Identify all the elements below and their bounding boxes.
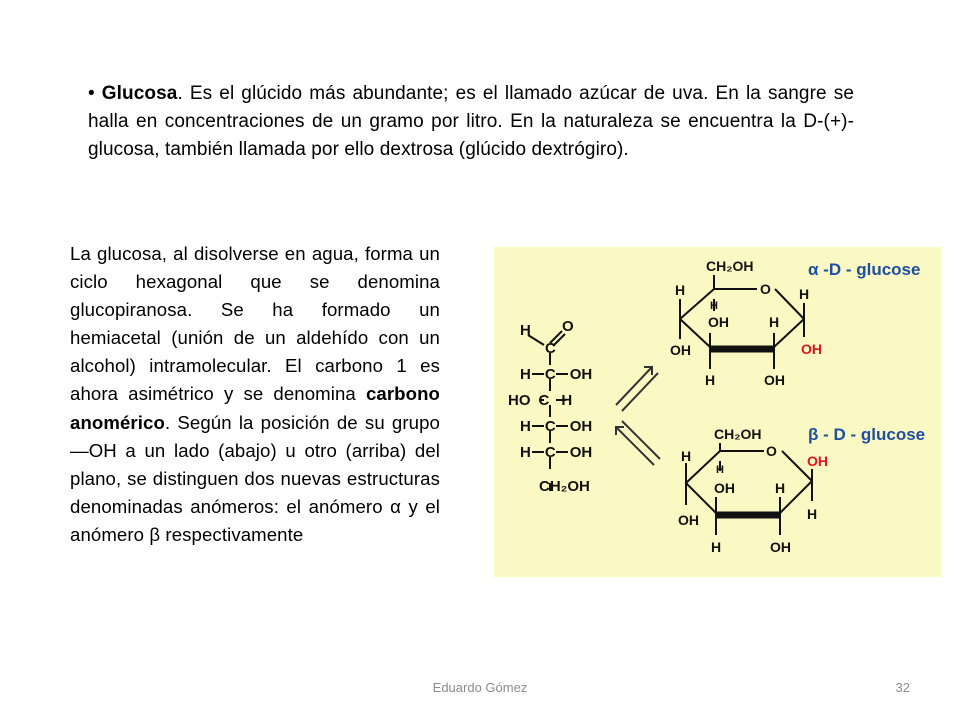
beta-c5-h: H <box>716 464 724 476</box>
body-paragraph <box>70 240 440 549</box>
beta-title: β - D - glucose <box>808 425 926 444</box>
alpha-ring <box>680 275 804 369</box>
beta-c4-oh: OH <box>678 512 699 528</box>
bullet: • <box>88 83 95 104</box>
glucose-structures-figure <box>494 247 941 577</box>
alpha-anomeric-oh: OH <box>801 341 822 357</box>
beta-c2-h: H <box>775 480 786 496</box>
page-number: 32 <box>895 680 910 695</box>
linear-c4: H C OH <box>520 418 593 435</box>
alpha-title: α -D - glucose <box>808 260 921 279</box>
linear-c3: HO C H <box>508 392 573 409</box>
alpha-c3-h: H <box>705 372 716 388</box>
linear-c5: H C OH <box>520 444 593 461</box>
beta-c3-oh: OH <box>714 480 735 496</box>
beta-anomeric-oh: OH <box>807 453 828 469</box>
alpha-c4-oh: OH <box>670 342 691 358</box>
linear-aldehyde-h: H <box>520 322 531 339</box>
term-glucosa: Glucosa <box>101 83 178 104</box>
alpha-c1-h: H <box>799 286 810 302</box>
beta-c1-h: H <box>807 506 818 522</box>
linear-c1: C <box>545 340 556 357</box>
beta-ch2oh: CH₂OH <box>714 426 762 442</box>
alpha-ch2oh: CH₂OH <box>706 258 754 274</box>
alpha-c2-oh: OH <box>764 372 785 388</box>
term-carbono-anomerico: carbono anomérico <box>70 383 440 433</box>
beta-c2-oh: OH <box>770 539 791 555</box>
beta-ring <box>686 443 812 535</box>
alpha-ring-o: O <box>760 281 771 297</box>
beta-c4-h: H <box>681 448 692 464</box>
beta-ring-o: O <box>766 443 777 459</box>
alpha-c5-h: H <box>710 300 718 312</box>
linear-aldehyde-o: O <box>562 318 574 335</box>
alpha-c4-h: H <box>675 282 686 298</box>
linear-c6: CH₂OH <box>539 478 590 495</box>
alpha-c2-h: H <box>769 314 780 330</box>
equilibrium-arrows <box>616 367 660 465</box>
intro-paragraph <box>88 80 854 164</box>
body-text-2: . Según la posición de su grupo —OH a un lado (abajo) u otro (arriba) del plano, se distinguen dos nuevas estructuras denominadas anómeros: el anómero α y el anómero β respectivamente <box>70 411 440 545</box>
body-text-1: La glucosa, al disolverse en agua, forma un ciclo hexagonal que se denomina glucopiranosa. Se ha formado un hemiacetal (unión de un aldehído con un alcohol) intramolecular. El carbono 1 es ahora asimétrico y se denomina <box>70 243 440 405</box>
intro-text: . Es el glúcido más abundante; es el llamado azúcar de uva. En la sangre se halla en concentraciones de un gramo por litro. En la naturaleza se encuentra la D-(+)-glucosa, también llamada por ello dextrosa (glúcido dextrógiro). <box>88 83 854 160</box>
beta-c3-h: H <box>711 539 722 555</box>
footer-author: Eduardo Gómez <box>432 680 528 695</box>
alpha-c3-oh: OH <box>708 314 729 330</box>
linear-c2: H C OH <box>520 366 593 383</box>
